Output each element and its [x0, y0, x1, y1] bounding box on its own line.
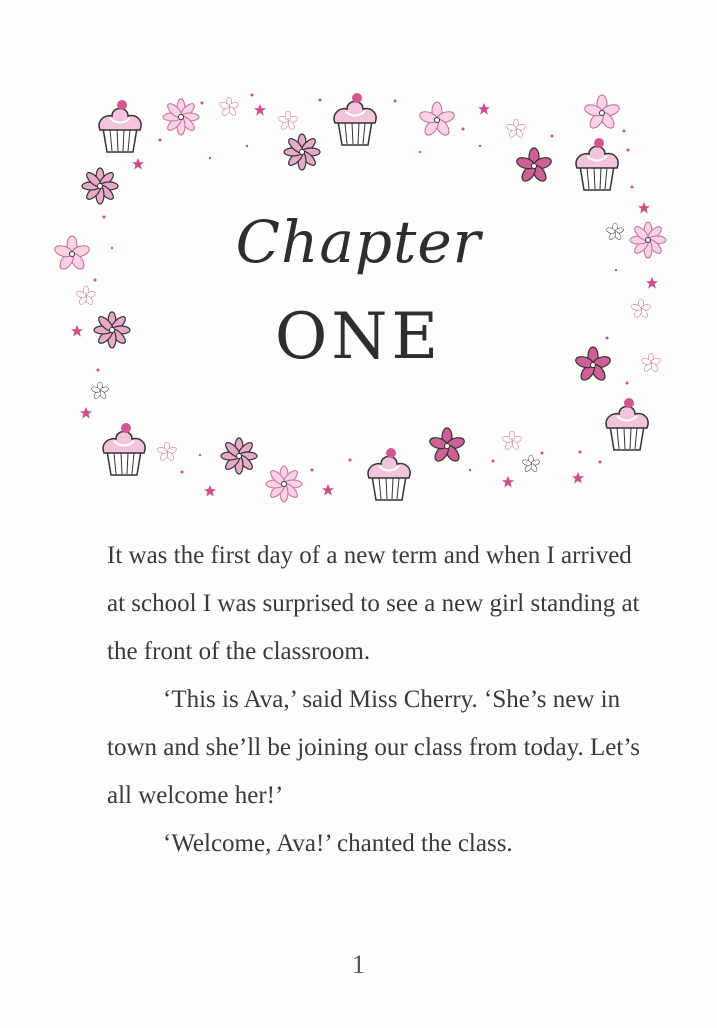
star-icon: [502, 476, 514, 488]
decorative-dots: [94, 94, 634, 474]
star-icon: [204, 485, 216, 497]
star-icon: [478, 103, 490, 115]
cupcake-icon: [334, 93, 376, 145]
page-number: 1: [352, 950, 365, 979]
paragraph: ‘Welcome, Ava!’ chanted the class.: [163, 830, 513, 857]
star-icon: [254, 104, 266, 116]
flower-icon: [522, 455, 541, 473]
star-icon: [646, 277, 658, 289]
flower-icon: [502, 431, 523, 451]
flower-icon: [219, 97, 240, 117]
cupcake-icon: [606, 398, 648, 450]
paragraph: It was the first day of a new term and when I arrived at school I was surprised to see a new girl standing at the front of the classroom.: [107, 542, 640, 665]
cupcake-icon: [99, 100, 141, 152]
chapter-number: ONE: [274, 300, 443, 374]
cupcake-icon: [368, 448, 410, 500]
chapter-heading: Chapter: [235, 208, 482, 276]
flower-icon: [157, 442, 178, 462]
paragraph: ‘This is Ava,’ said Miss Cherry. ‘She’s new in town and she’ll be joining our class from today. Let’s all welcome her!’: [107, 686, 640, 809]
star-icon: [572, 472, 584, 484]
story-text: [107, 532, 647, 868]
flower-icon: [506, 119, 527, 139]
cupcake-icon: [103, 423, 145, 475]
flower-icon: [278, 111, 299, 131]
cupcake-icon: [576, 138, 618, 190]
star-icon: [132, 158, 144, 170]
star-icon: [322, 484, 334, 496]
star-icon: [80, 407, 92, 419]
flower-icon: [91, 382, 110, 400]
